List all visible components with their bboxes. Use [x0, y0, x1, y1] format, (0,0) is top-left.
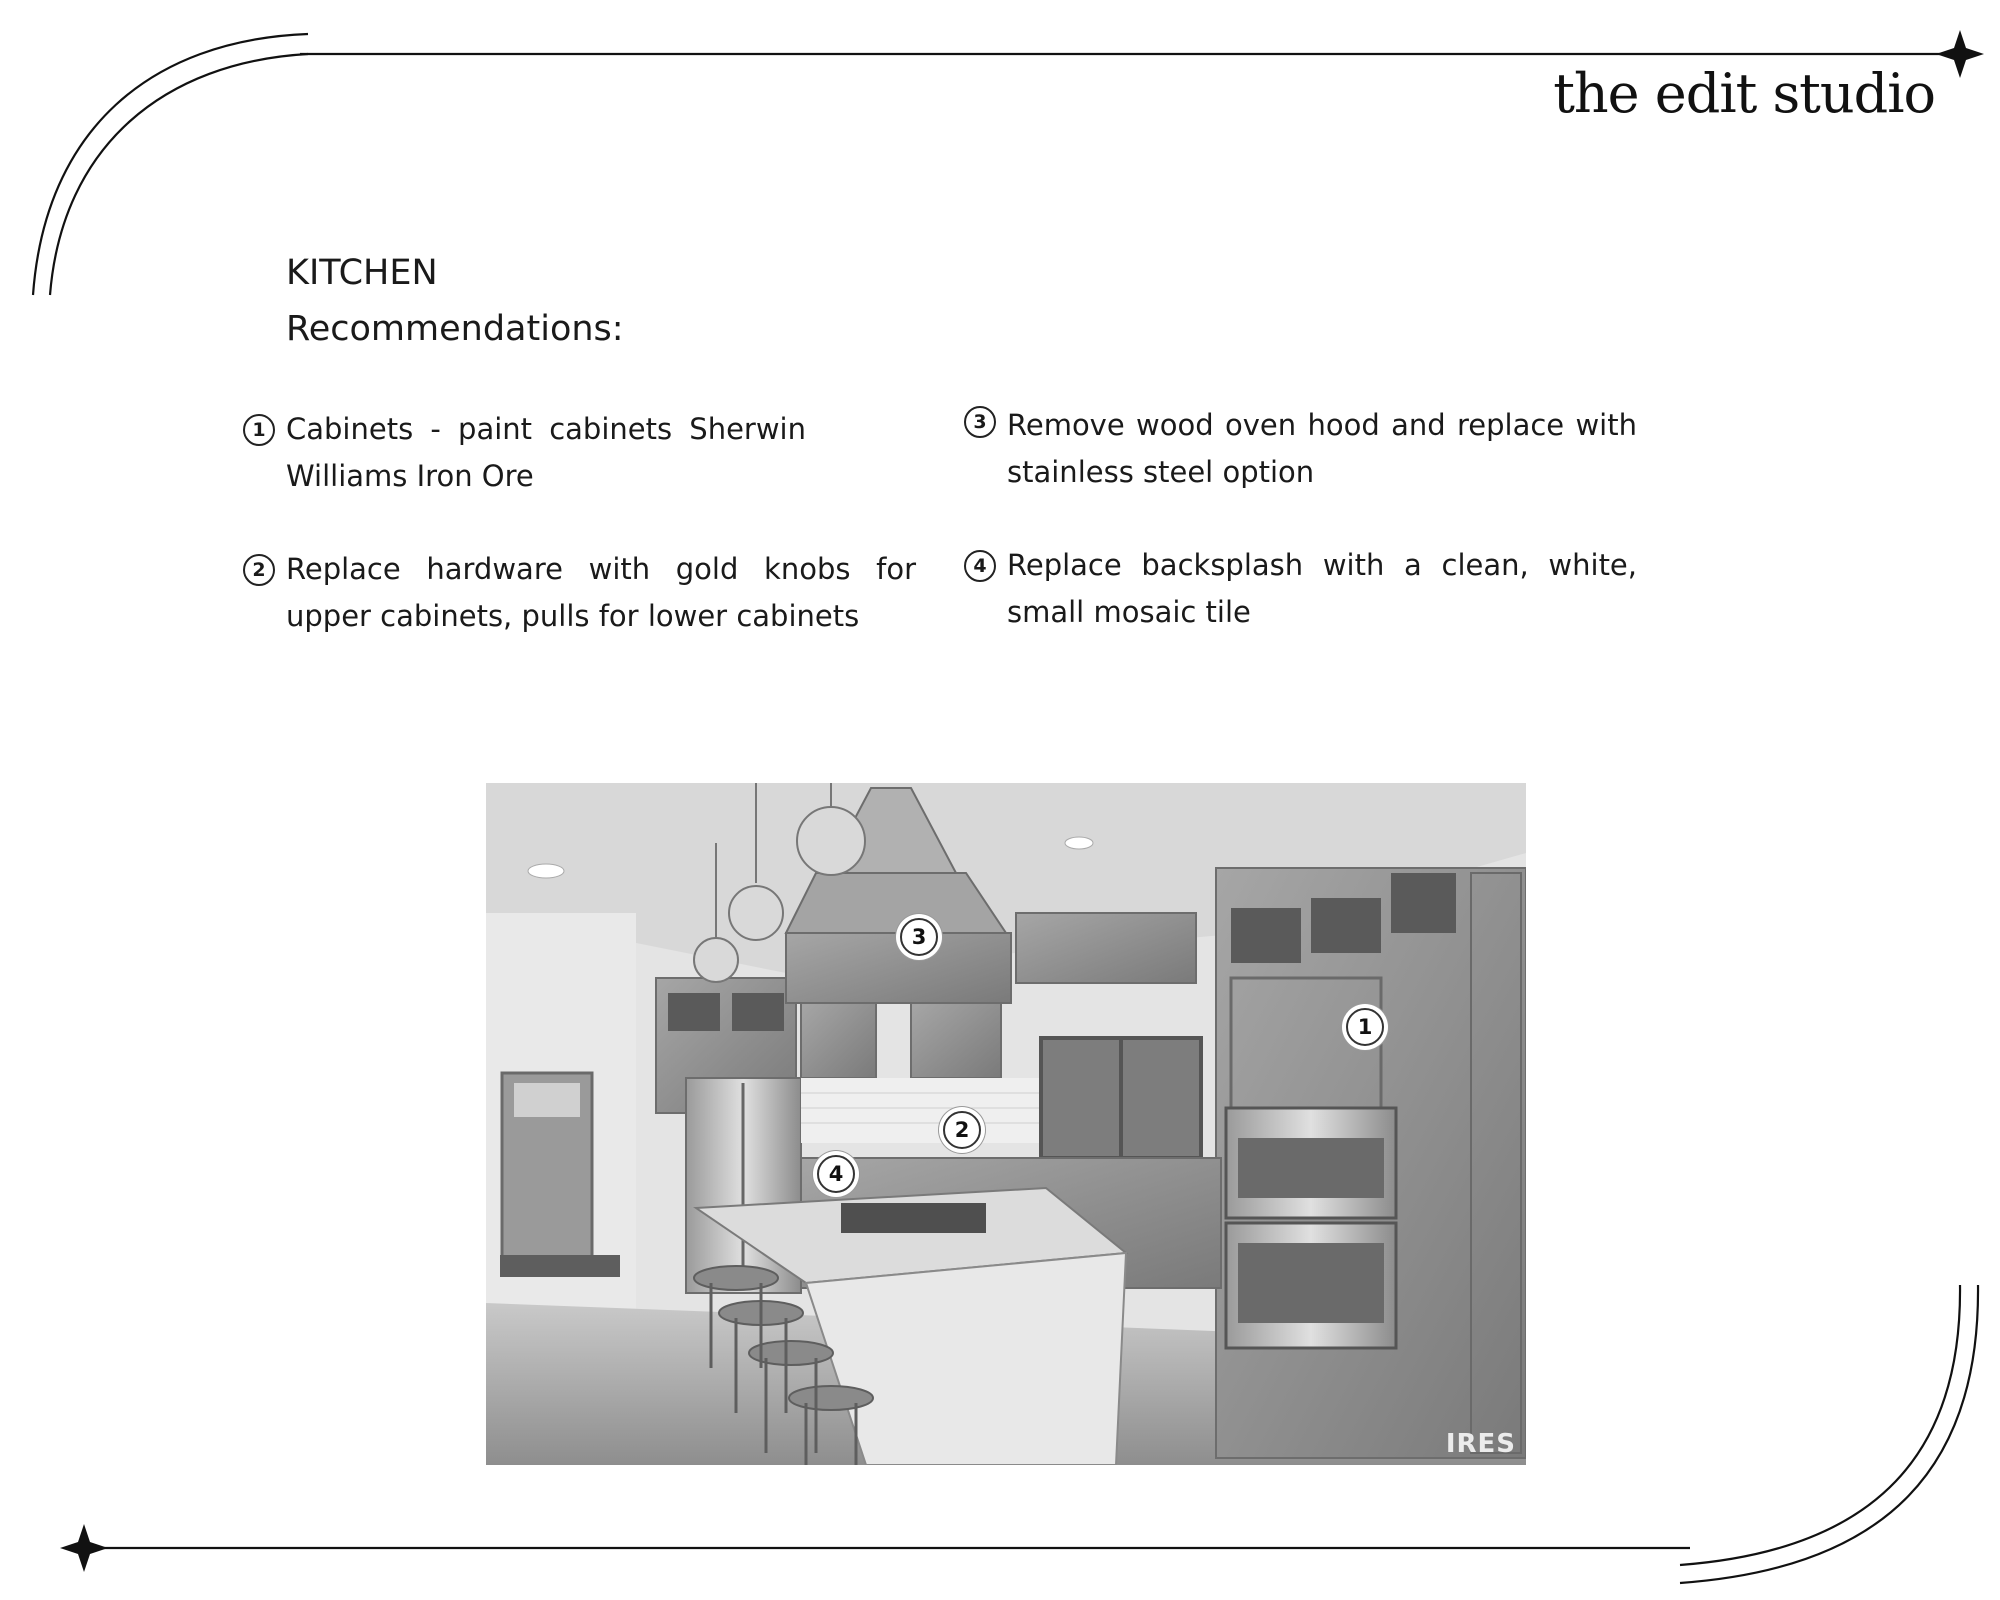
- number-badge: 3: [964, 406, 996, 438]
- photo-marker: 3: [900, 918, 938, 956]
- brand-logo: the edit studio: [1553, 62, 1935, 125]
- photo-marker: 2: [943, 1111, 981, 1149]
- sparkle-icon: [60, 1524, 108, 1572]
- number-badge: 1: [243, 414, 275, 446]
- photo-marker: 4: [817, 1155, 855, 1193]
- kitchen-photo: [486, 783, 1526, 1465]
- recommendation-item: [252, 406, 806, 500]
- photo-marker: 1: [1346, 1008, 1384, 1046]
- kitchen-illustration: [486, 783, 1526, 1465]
- sparkle-icon: [1936, 30, 1984, 78]
- recommendation-text: Replace hardware with gold knobs for upper cabinets, pulls for lower cabinets: [286, 552, 916, 633]
- number-badge: 4: [964, 550, 996, 582]
- recommendation-item: [973, 542, 1637, 636]
- recommendation-item: [973, 402, 1637, 496]
- page-heading: [286, 245, 624, 357]
- recommendation-text: Remove wood oven hood and replace with stainless steel option: [1007, 408, 1637, 489]
- room-title: KITCHEN: [286, 253, 438, 293]
- ires-watermark: IRES: [1445, 1429, 1516, 1459]
- number-badge: 2: [243, 554, 275, 586]
- recommendation-text: Replace backsplash with a clean, white, small mosaic tile: [1007, 548, 1637, 629]
- recommendation-item: [252, 546, 916, 640]
- recommendation-text: Cabinets - paint cabinets Sherwin Williams Iron Ore: [286, 412, 806, 493]
- recommendations-subtitle: Recommendations:: [286, 309, 624, 349]
